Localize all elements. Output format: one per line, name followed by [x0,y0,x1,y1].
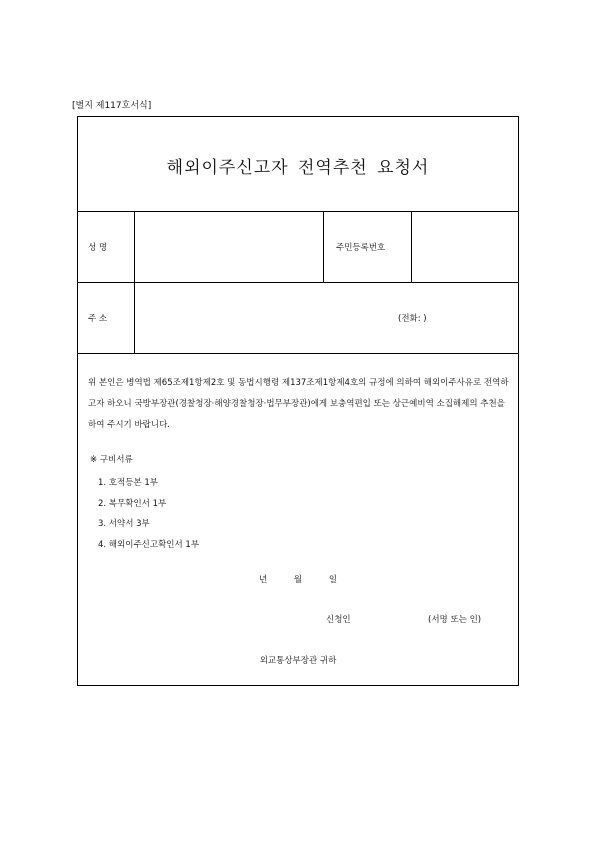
day-label: 일 [328,575,338,585]
form-frame [77,116,519,686]
list-item: 2. 복무확인서 1부 [98,498,167,509]
name-label: 성 명 [88,243,108,253]
rrn-label: 주민등록번호 [336,243,386,253]
list-item: 4. 해외이주신고확인서 1부 [98,539,200,550]
name-rrn-row [78,211,518,283]
applicant-label: 신청인 [326,615,351,625]
form-title: 해외이주신고자 전역추천 요청서 [166,158,430,178]
list-item: 1. 호적등본 1부 [98,478,158,488]
address-label: 주 소 [88,314,108,324]
signature-label: (서명 또는 인) [428,615,482,625]
title-section [78,117,518,212]
list-item: 3. 서약서 3부 [98,519,150,529]
year-label: 년 [258,575,268,585]
requirements-heading: ※ 구비서류 [90,455,133,465]
name-field[interactable] [136,211,322,281]
phone-label: (전화: ) [398,314,427,324]
paragraph-text: 위 본인은 병역법 제65조제1항제2호 및 동법시행령 제137조제1항제4호의 규정에 의하여 해외이주사유로 전역하고자 하오니 국방부장관(경찰청장·해양경찰청장·법무부장관)에게 보충역편입 또는 상근예비역 소집해제의 추천을 하여 주시기 바랍니다. [88,378,509,430]
divider [411,211,412,282]
recipient-line: 외교통상부장관 귀하 [259,656,337,666]
divider [134,211,135,282]
divider [134,282,135,353]
rrn-field[interactable] [413,211,517,281]
address-row [78,282,518,354]
form-number-label: [별지 제117호서식] [72,101,152,111]
date-line [78,573,518,585]
address-field[interactable] [136,282,396,352]
request-paragraph [88,373,510,436]
divider [323,211,324,282]
month-label: 월 [293,575,303,585]
requirements-list [98,473,199,555]
